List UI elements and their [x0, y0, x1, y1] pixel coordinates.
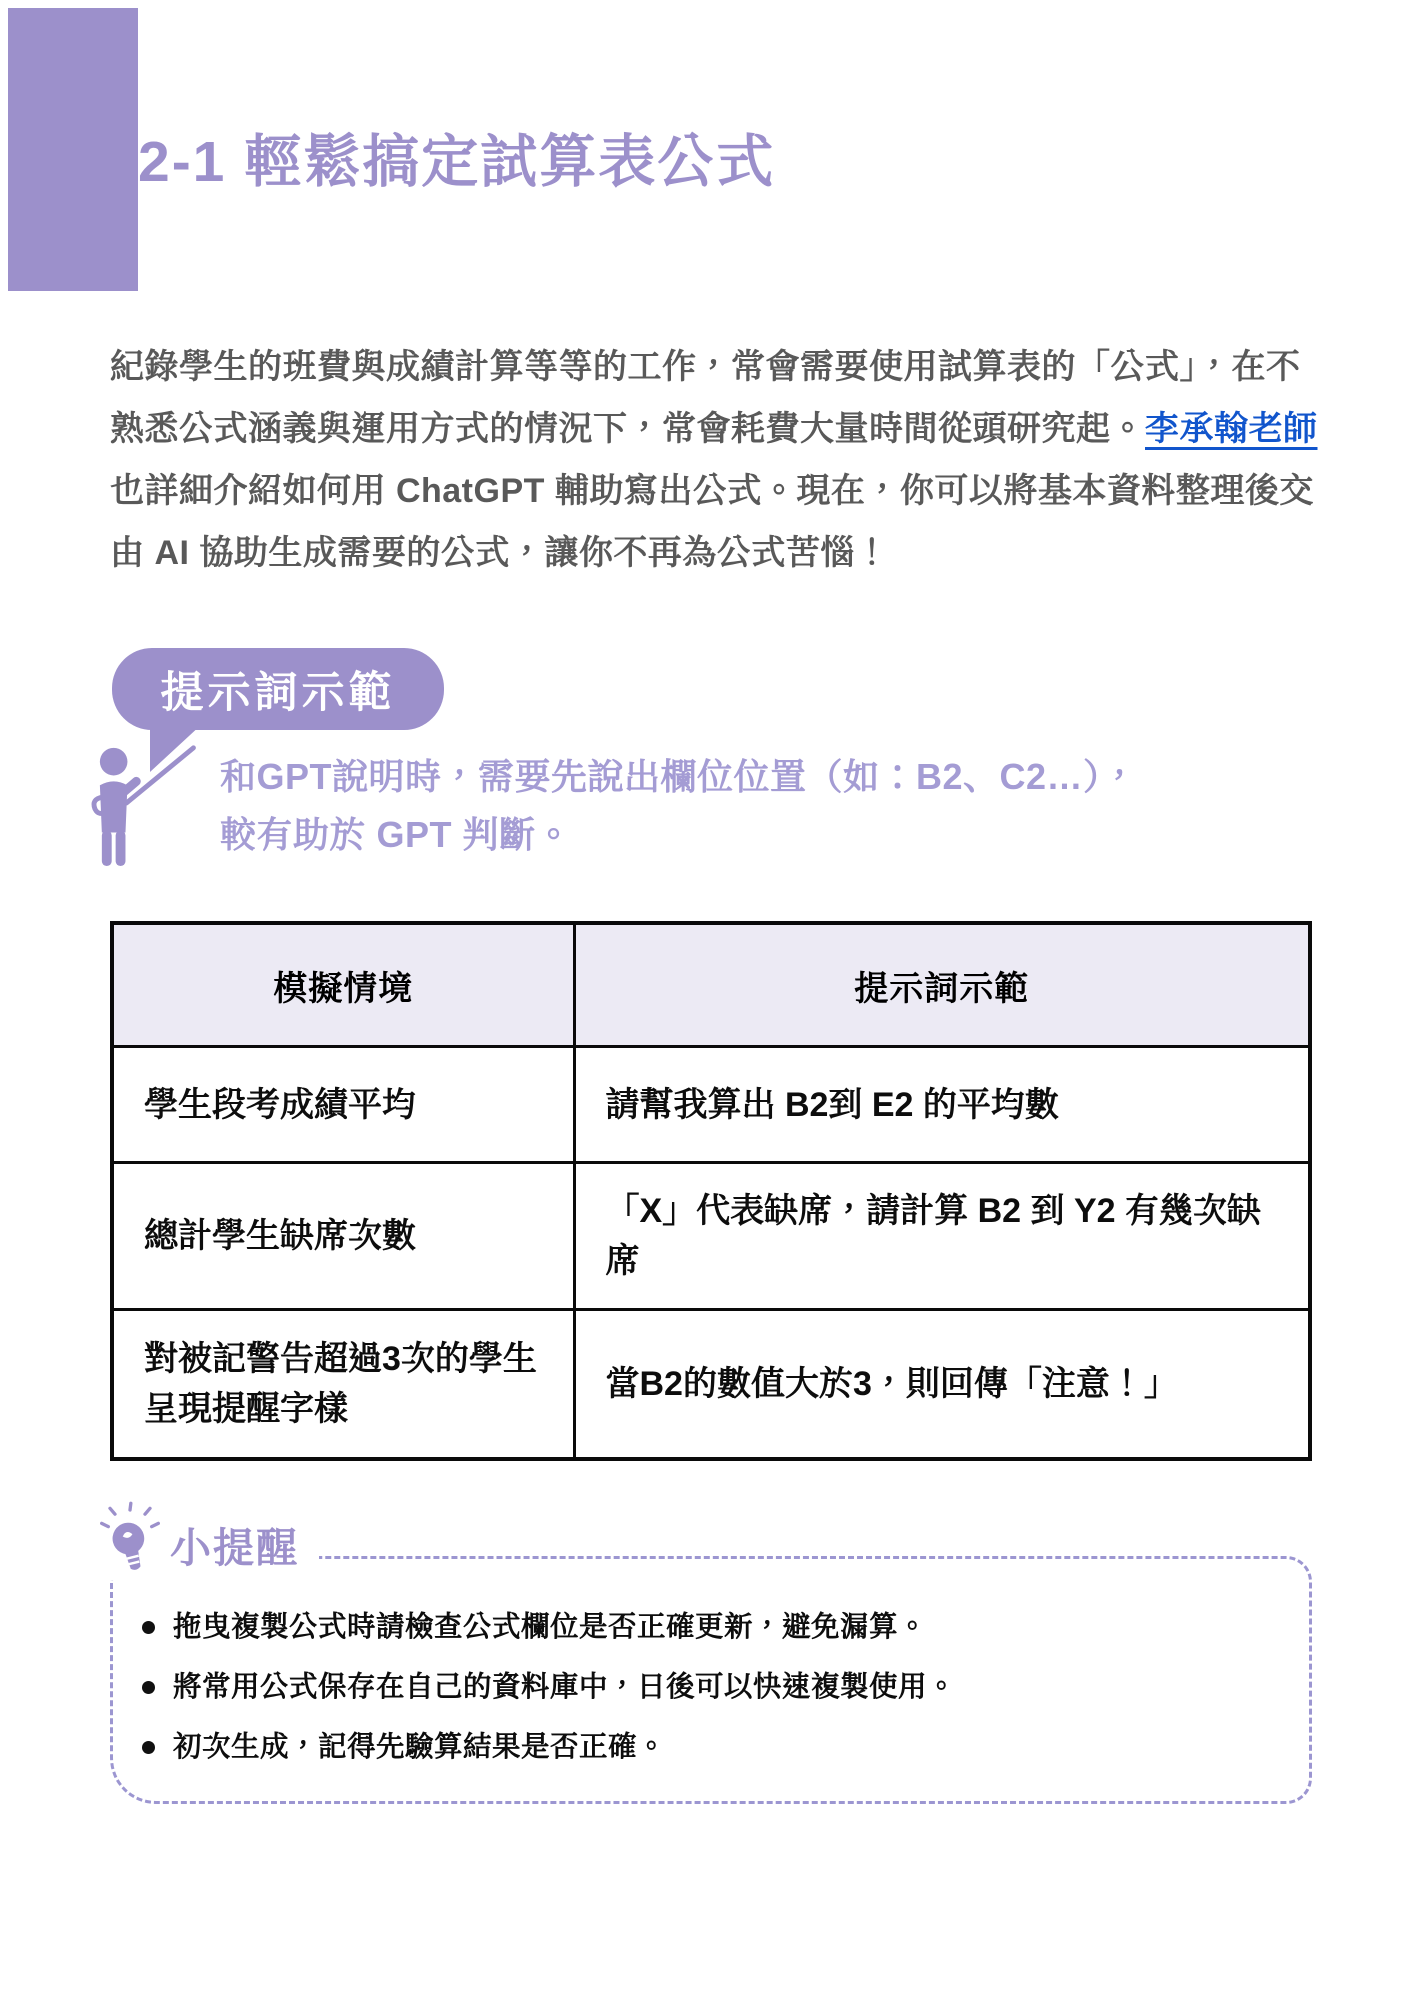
reminder-item	[142, 1597, 1272, 1657]
table-row	[112, 1047, 1310, 1163]
bullet-dot	[142, 1681, 155, 1694]
reminder-item-text: 將常用公式保存在自己的資料庫中，日後可以快速複製使用。	[173, 1671, 957, 1703]
prompt-cell: 請幫我算出 B2到 E2 的平均數	[574, 1047, 1310, 1163]
prompt-table	[110, 921, 1312, 1461]
reminder-title: 小提醒	[170, 1525, 299, 1571]
page-title: 2-1 輕鬆搞定試算表公式	[138, 130, 776, 194]
table-row	[112, 1163, 1310, 1310]
intro-line-1: 紀錄學生的班費與成績計算等等的工作，常會需要使用試算表的「公式」，在不	[110, 348, 1301, 386]
lightbulb-icon	[100, 1500, 160, 1580]
prompt-cell: 當B2的數值大於3，則回傳「注意！」	[574, 1310, 1310, 1460]
tip-note-line-1: 和GPT說明時，需要先說出欄位位置（如：B2、C2…），	[220, 756, 1139, 797]
tip-bubble	[112, 648, 444, 730]
intro-line-3: 也詳細介紹如何用 ChatGPT 輔助寫出公式。現在，你可以將基本資料整理後交	[110, 472, 1314, 510]
reminder-item-text: 拖曳複製公式時請檢查公式欄位是否正確更新，避免漏算。	[173, 1611, 928, 1643]
table-header-prompt: 提示詞示範	[574, 923, 1310, 1047]
teacher-link[interactable]: 李承翰老師	[1145, 410, 1318, 448]
intro-line-4: 由 AI 協助生成需要的公式，讓你不再為公式苦惱！	[110, 534, 890, 572]
scenario-cell: 總計學生缺席次數	[112, 1163, 574, 1310]
bullet-dot	[142, 1621, 155, 1634]
table-row	[112, 1310, 1310, 1460]
reminder-label	[94, 1496, 319, 1580]
reminder-list	[142, 1597, 1272, 1777]
intro-line-2-text: 熟悉公式涵義與運用方式的情況下，常會耗費大量時間從頭研究起。	[110, 410, 1145, 448]
tip-note	[220, 748, 1138, 864]
bullet-dot	[142, 1741, 155, 1754]
intro-paragraph	[110, 336, 1325, 584]
prompt-cell: 「X」代表缺席，請計算 B2 到 Y2 有幾次缺席	[574, 1163, 1310, 1310]
reminder-item-text: 初次生成，記得先驗算結果是否正確。	[173, 1731, 667, 1763]
intro-line-2	[110, 398, 1325, 460]
corner-accent-block	[8, 8, 138, 291]
reminder-item	[142, 1717, 1272, 1777]
scenario-cell: 對被記警告超過3次的學生呈現提醒字樣	[112, 1310, 574, 1460]
tip-bubble-label: 提示詞示範	[160, 668, 396, 717]
table-header-scenario: 模擬情境	[112, 923, 574, 1047]
tip-note-line-2: 較有助於 GPT 判斷。	[220, 814, 573, 855]
scenario-cell: 學生段考成績平均	[112, 1047, 574, 1163]
reminder-item	[142, 1657, 1272, 1717]
table-header-row	[112, 923, 1310, 1047]
